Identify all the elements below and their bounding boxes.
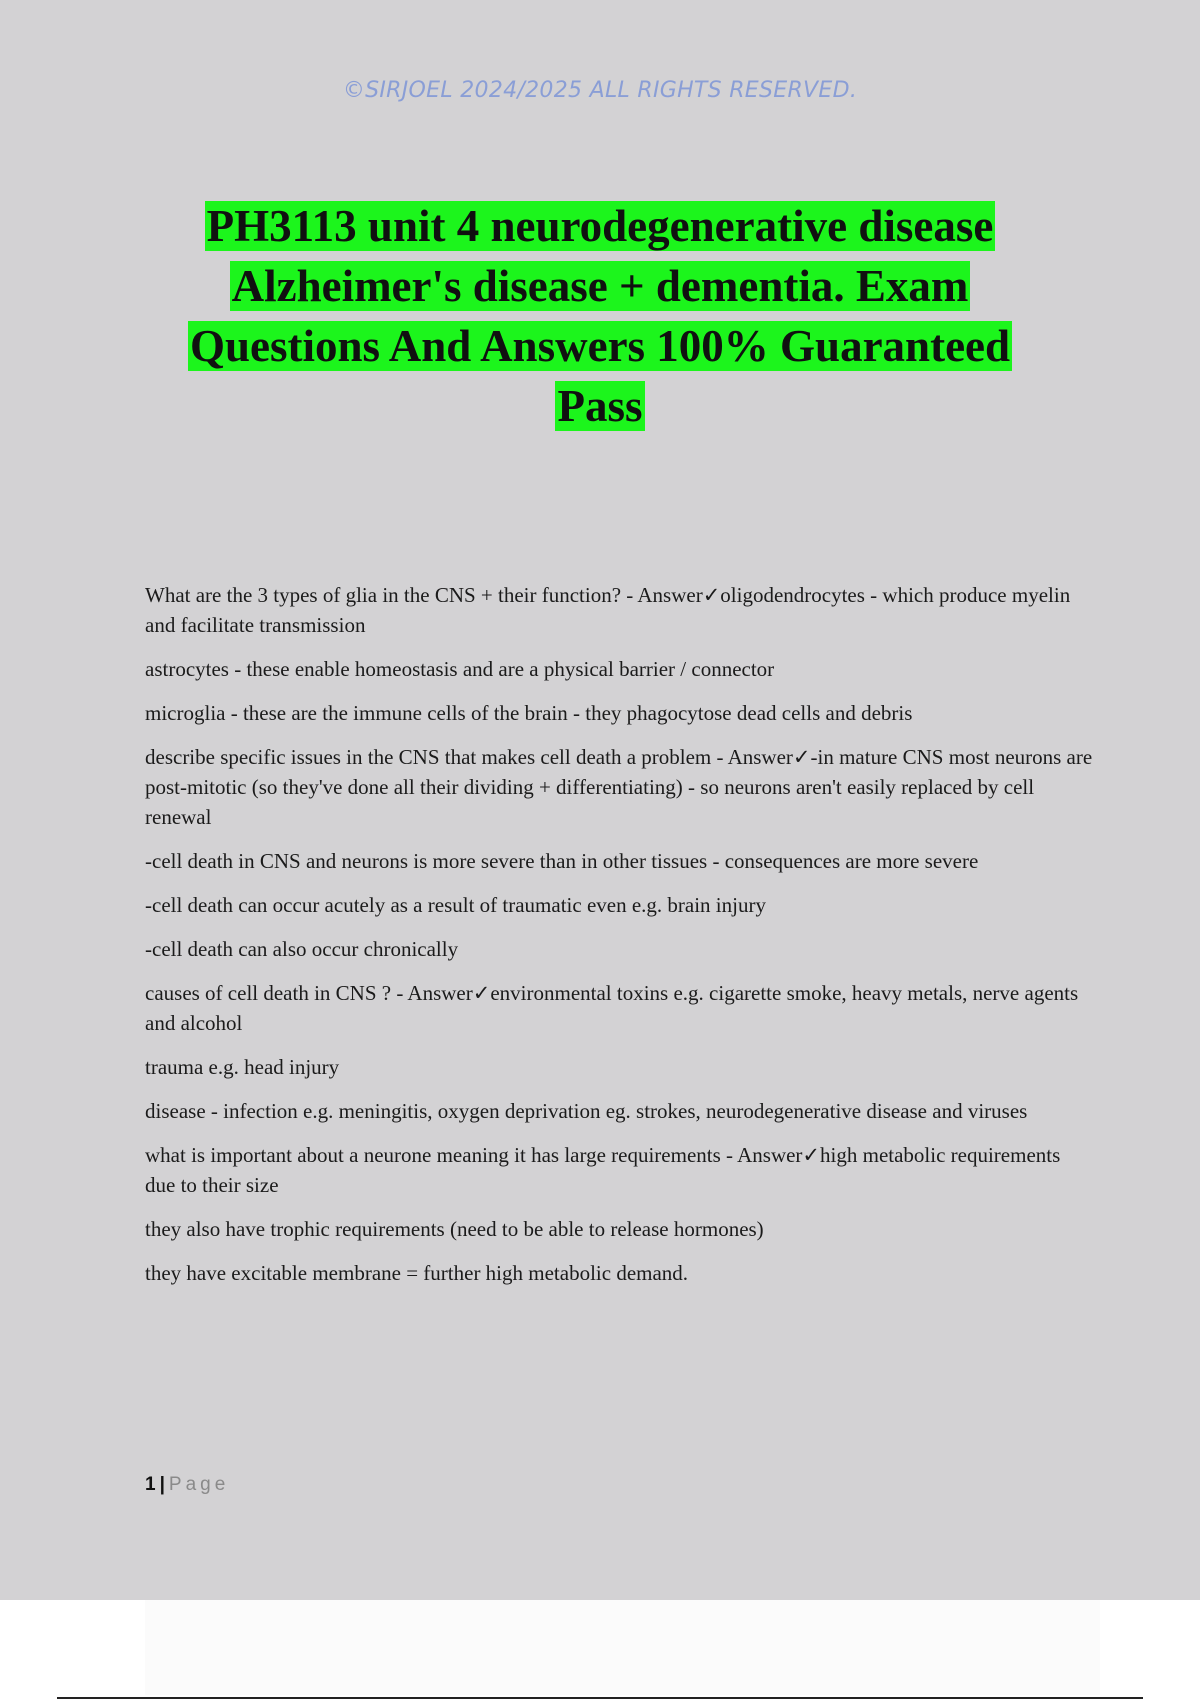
page-label: Page: [168, 1474, 230, 1495]
paragraph: causes of cell death in CNS ? - Answer✓environmental toxins e.g. cigarette smoke, heavy metals, nerve agents and alcohol: [145, 981, 1079, 1035]
title-line-4: Pass: [557, 381, 643, 431]
paragraph: disease - infection e.g. meningitis, oxygen deprivation eg. strokes, neurodegenerative disease and viruses: [145, 1099, 1028, 1123]
document-body: [145, 580, 1095, 1302]
paragraph: What are the 3 types of glia in the CNS + their function? - Answer✓oligodendrocytes - which produce myelin and facilitate transmission: [145, 583, 1071, 637]
copyright-header: ©SIRJOEL 2024/2025 ALL RIGHTS RESERVED.: [342, 78, 858, 103]
paragraph: astrocytes - these enable homeostasis and are a physical barrier / connector: [145, 657, 775, 681]
document-title: [100, 196, 1100, 436]
paragraph: -cell death in CNS and neurons is more severe than in other tissues - consequences are more severe: [145, 849, 979, 873]
title-line-3: Questions And Answers 100% Guaranteed: [189, 321, 1011, 371]
paragraph: trauma e.g. head injury: [145, 1055, 340, 1079]
title-line-2: Alzheimer's disease + dementia. Exam: [231, 261, 969, 311]
bottom-divider: [57, 1697, 1143, 1699]
page-number: 1: [145, 1474, 156, 1495]
paragraph: they also have trophic requirements (need to be able to release hormones): [145, 1217, 764, 1241]
page-separator: |: [159, 1474, 165, 1495]
paragraph: what is important about a neurone meaning it has large requirements - Answer✓high metabolic requirements due to their size: [145, 1143, 1061, 1197]
title-line-1: PH3113 unit 4 neurodegenerative disease: [206, 201, 994, 251]
paragraph: describe specific issues in the CNS that makes cell death a problem - Answer✓-in mature CNS most neurons are post-mitotic (so they've done all their dividing + differentiating) - so neurons aren't easily replaced by cell renewal: [145, 745, 1093, 829]
paragraph: -cell death can also occur chronically: [145, 937, 459, 961]
next-page-preview: [145, 1600, 1100, 1695]
page-footer: [145, 1474, 229, 1496]
paragraph: -cell death can occur acutely as a result of traumatic even e.g. brain injury: [145, 893, 766, 917]
paragraph: microglia - these are the immune cells of the brain - they phagocytose dead cells and debris: [145, 701, 913, 725]
paragraph: they have excitable membrane = further high metabolic demand.: [145, 1261, 689, 1285]
